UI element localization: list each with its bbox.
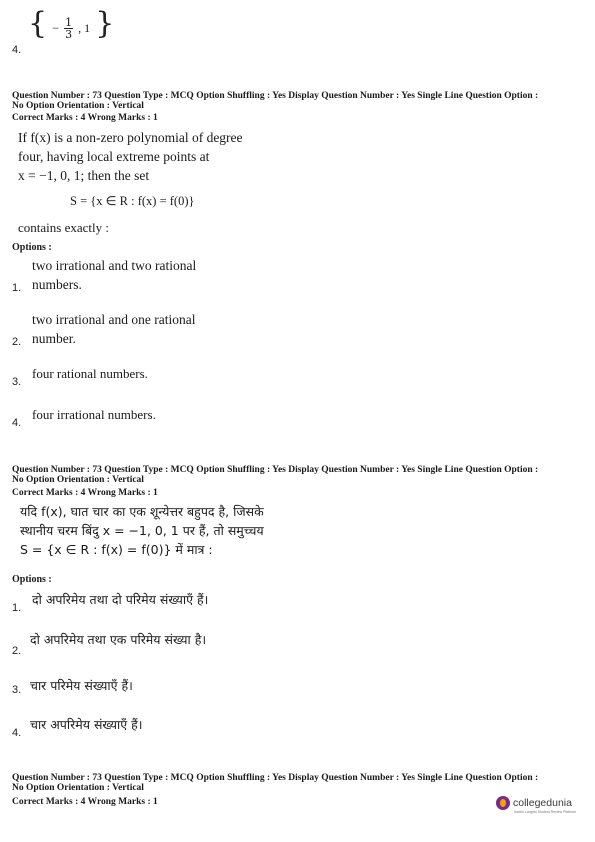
fraction <box>64 17 73 40</box>
fraction-denominator: 3 <box>65 28 73 41</box>
brace-right-icon: } <box>95 6 115 41</box>
question-meta-line2: No Option Orientation : Vertical <box>12 101 144 111</box>
fraction-numerator: 1 <box>65 16 73 29</box>
options-label: Options : <box>12 242 52 253</box>
question-meta-line2: No Option Orientation : Vertical <box>12 475 144 485</box>
stem-end: contains exactly : <box>18 220 109 235</box>
option-line: number. <box>32 331 76 346</box>
stem-line: स्थानीय चरम बिंदु x = −1, 0, 1 पर हैं, तो समुच्चय <box>20 523 264 538</box>
option-2-text <box>32 310 195 348</box>
hindi-option-2-number: 2. <box>12 645 22 657</box>
hindi-option-1-text: दो अपरिमेय तथा दो परिमेय संख्याएँ हैं। <box>32 592 209 607</box>
stem-line: If f(x) is a non-zero polynomial of degree <box>18 130 243 145</box>
hindi-option-4-number: 4. <box>12 727 22 739</box>
hindi-option-2-text: दो अपरिमेय तथा एक परिमेय संख्या है। <box>30 632 207 647</box>
logo-tagline: India's Largest Student Review Platform <box>514 810 577 814</box>
brace-left-icon: { <box>28 6 48 41</box>
hindi-option-3-number: 3. <box>12 684 22 696</box>
option-line: numbers. <box>32 277 82 292</box>
stem-line: x = −1, 0, 1; then the set <box>18 168 150 183</box>
option-line: two irrational and two rational <box>32 258 197 273</box>
option-3-text: four rational numbers. <box>32 366 148 381</box>
collegedunia-logo <box>496 796 588 814</box>
question-meta-line1: Question Number : 73 Question Type : MCQ Option Shuffling : Yes Display Question Number : Yes Single Line Question Option : <box>12 465 539 475</box>
option-1-number: 1. <box>12 282 22 294</box>
question-marks: Correct Marks : 4 Wrong Marks : 1 <box>12 113 158 123</box>
set-minus: − <box>52 21 59 35</box>
prev-option-4-set <box>28 6 114 41</box>
options-label: Options : <box>12 574 52 585</box>
stem-line: यदि f(x), घात चार का एक शून्येत्तर बहुपद है, जिसके <box>20 504 264 519</box>
question-marks: Correct Marks : 4 Wrong Marks : 1 <box>12 797 158 807</box>
set-rest: , 1 <box>78 21 91 35</box>
logo-name: collegedunia <box>513 797 572 809</box>
stem-line: four, having local extreme points at <box>18 149 210 164</box>
option-1-text <box>32 256 196 294</box>
question-meta-line1: Question Number : 73 Question Type : MCQ Option Shuffling : Yes Display Question Number : Yes Single Line Question Option : <box>12 91 539 101</box>
hindi-option-4-text: चार अपरिमेय संख्याएँ हैं। <box>30 717 143 732</box>
hindi-option-1-number: 1. <box>12 602 22 614</box>
set-expression: S = {x ∈ R : f(x) = f(0)} <box>70 194 195 208</box>
question-meta-line1: Question Number : 73 Question Type : MCQ Option Shuffling : Yes Display Question Number : Yes Single Line Question Option : <box>12 773 539 783</box>
collegedunia-logo-icon <box>496 796 510 810</box>
question-stem-en <box>18 128 243 185</box>
question-meta-line2: No Option Orientation : Vertical <box>12 783 144 793</box>
option-2-number: 2. <box>12 336 22 348</box>
question-stem-hi <box>20 502 264 559</box>
prev-option-number: 4. <box>12 44 22 56</box>
option-line: two irrational and one rational <box>32 312 196 327</box>
option-4-text: four irrational numbers. <box>32 407 156 422</box>
option-4-number: 4. <box>12 417 22 429</box>
hindi-option-3-text: चार परिमेय संख्याएँ हैं। <box>30 678 133 693</box>
option-3-number: 3. <box>12 376 22 388</box>
stem-line: S = {x ∈ R : f(x) = f(0)} में मात्र : <box>20 542 213 557</box>
question-marks: Correct Marks : 4 Wrong Marks : 1 <box>12 488 158 498</box>
